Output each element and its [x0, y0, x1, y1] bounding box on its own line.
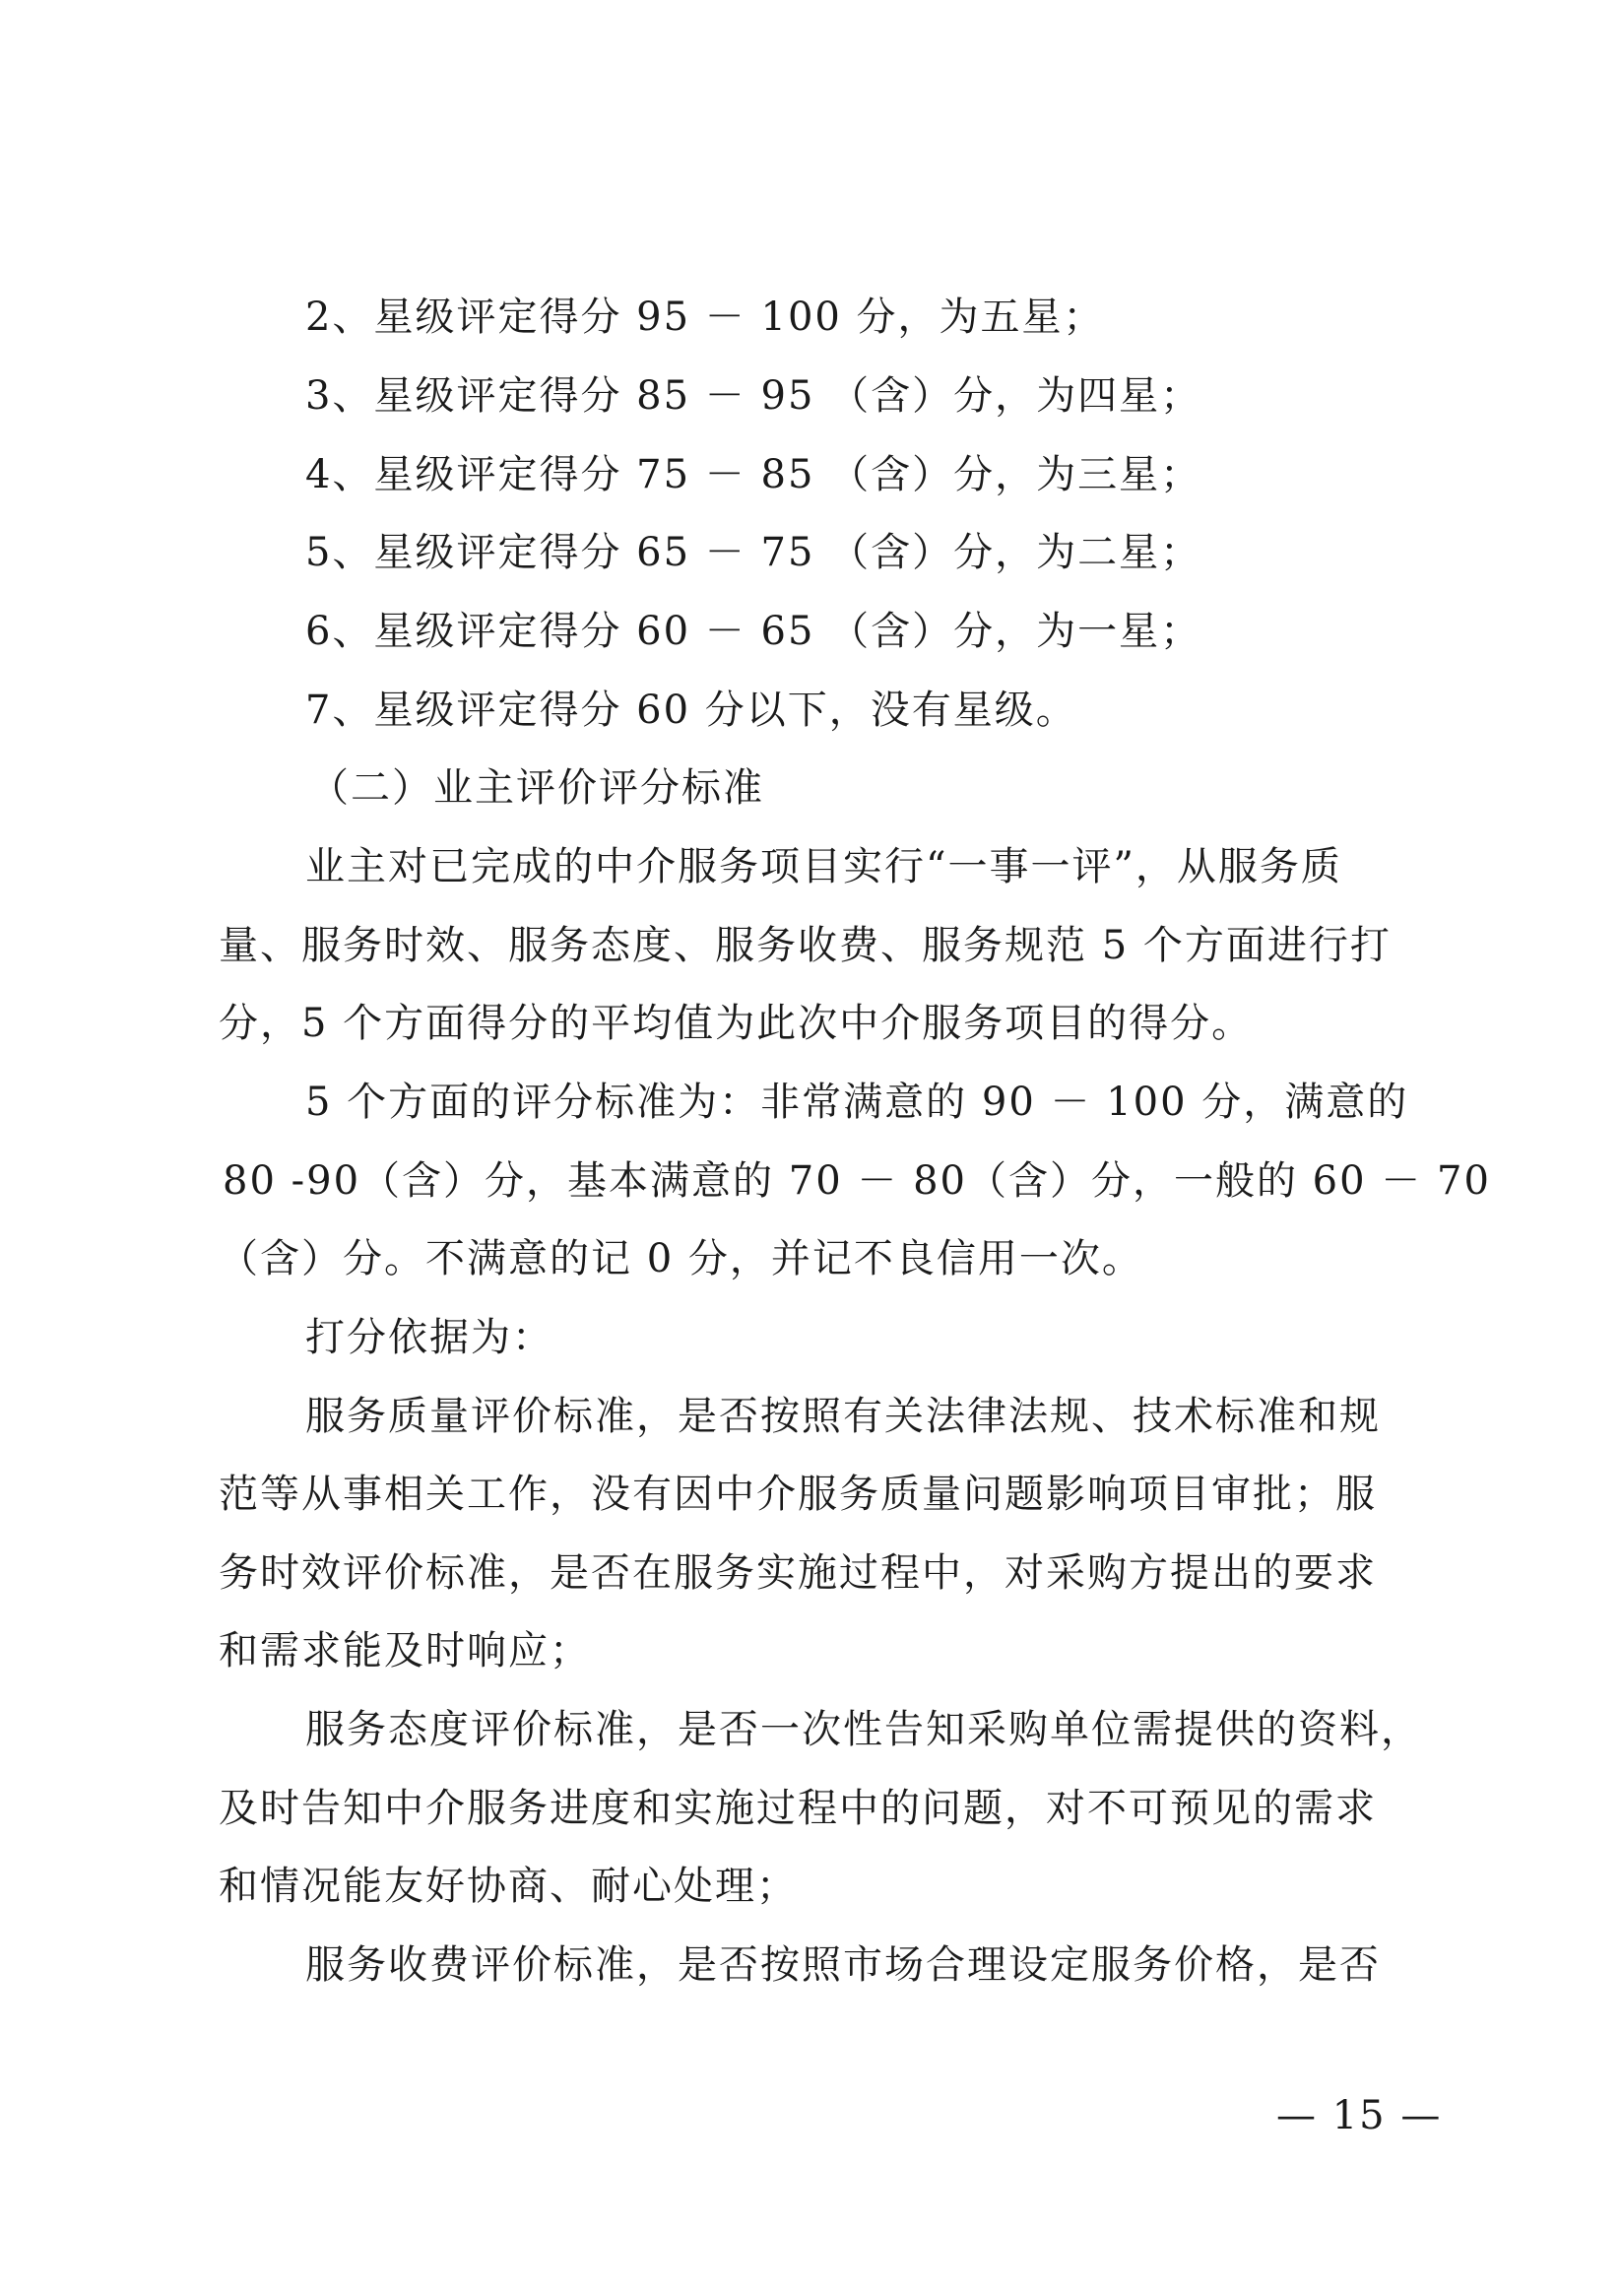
- paragraph-line: 业主对已完成的中介服务项目实行“一事一评”，从服务质: [305, 844, 1342, 889]
- paragraph-line: （含）分。不满意的记 0 分，并记不良信用一次。: [219, 1236, 1143, 1281]
- rating-three-star: 4、星级评定得分 75 － 85 （含）分，为三星；: [305, 452, 1202, 497]
- paragraph-line: 分，5 个方面得分的平均值为此次中介服务项目的得分。: [219, 1001, 1254, 1046]
- paragraph-line: 80 -90（含）分，基本满意的 70 － 80（含）分，一般的 60 － 70: [223, 1158, 1491, 1204]
- page-number: — 15 —: [1276, 2093, 1443, 2138]
- paragraph-line: 服务质量评价标准，是否按照有关法律法规、技术标准和规: [305, 1394, 1381, 1439]
- paragraph-line: 和情况能友好协商、耐心处理；: [219, 1864, 798, 1909]
- paragraph-line: 打分依据为：: [305, 1315, 553, 1360]
- paragraph-line: 及时告知中介服务进度和实施过程中的问题，对不可预见的需求: [219, 1786, 1377, 1831]
- rating-one-star: 6、星级评定得分 60 － 65 （含）分，为一星；: [305, 609, 1202, 654]
- paragraph-line: 和需求能及时响应；: [219, 1628, 591, 1673]
- rating-five-star: 2、星级评定得分 95 － 100 分，为五星；: [305, 295, 1105, 340]
- rating-no-star: 7、星级评定得分 60 分以下，没有星级。: [305, 688, 1077, 733]
- paragraph-line: 服务态度评价标准，是否一次性告知采购单位需提供的资料，: [305, 1707, 1422, 1752]
- rating-two-star: 5、星级评定得分 65 － 75 （含）分，为二星；: [305, 530, 1202, 575]
- paragraph-line: 范等从事相关工作，没有因中介服务质量问题影响项目审批；服: [219, 1472, 1377, 1517]
- paragraph-line: 务时效评价标准，是否在服务实施过程中，对采购方提出的要求: [219, 1550, 1377, 1596]
- paragraph-line: 服务收费评价标准，是否按照市场合理设定服务价格，是否: [305, 1942, 1381, 1988]
- paragraph-line: 量、服务时效、服务态度、服务收费、服务规范 5 个方面进行打: [219, 923, 1392, 968]
- section-heading: （二）业主评价评分标准: [309, 765, 764, 811]
- rating-four-star: 3、星级评定得分 85 － 95 （含）分，为四星；: [305, 373, 1202, 419]
- paragraph-line: 5 个方面的评分标准为：非常满意的 90 － 100 分，满意的: [305, 1080, 1409, 1125]
